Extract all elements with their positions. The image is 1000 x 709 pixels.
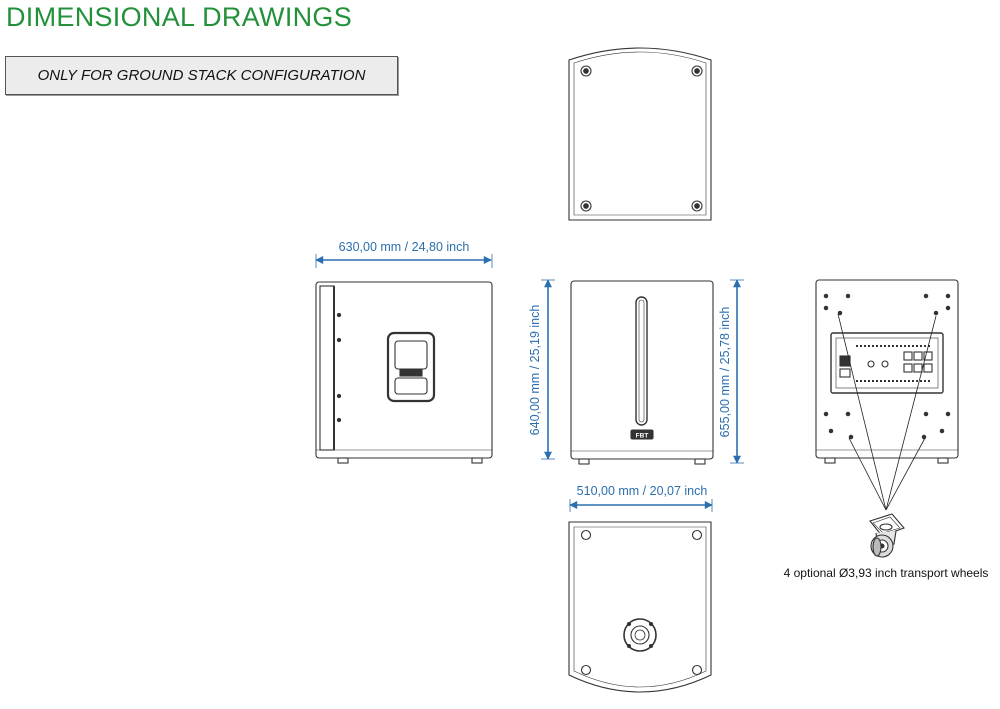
total-height-label: 655,00 mm / 25,78 inch (718, 306, 732, 438)
width-label: 510,00 mm / 20,07 inch (576, 484, 708, 498)
top-view (569, 48, 711, 220)
page-title: DIMENSIONAL DRAWINGS (6, 2, 353, 32)
wheels-caption: 4 optional Ø3,93 inch transport wheels (783, 566, 989, 580)
front-height-label: 640,00 mm / 25,19 inch (528, 304, 542, 436)
front-height-dimension (528, 280, 555, 459)
depth-dimension (316, 240, 492, 268)
depth-label: 630,00 mm / 24,80 inch (338, 240, 470, 254)
rear-view (816, 280, 958, 463)
bottom-view (569, 522, 711, 692)
side-view (316, 282, 492, 463)
transport-wheel (870, 514, 904, 557)
configuration-note-text: ONLY FOR GROUND STACK CONFIGURATION (37, 67, 366, 84)
front-logo: FBT (635, 432, 649, 440)
total-height-dimension (718, 280, 744, 463)
width-dimension (570, 484, 712, 512)
